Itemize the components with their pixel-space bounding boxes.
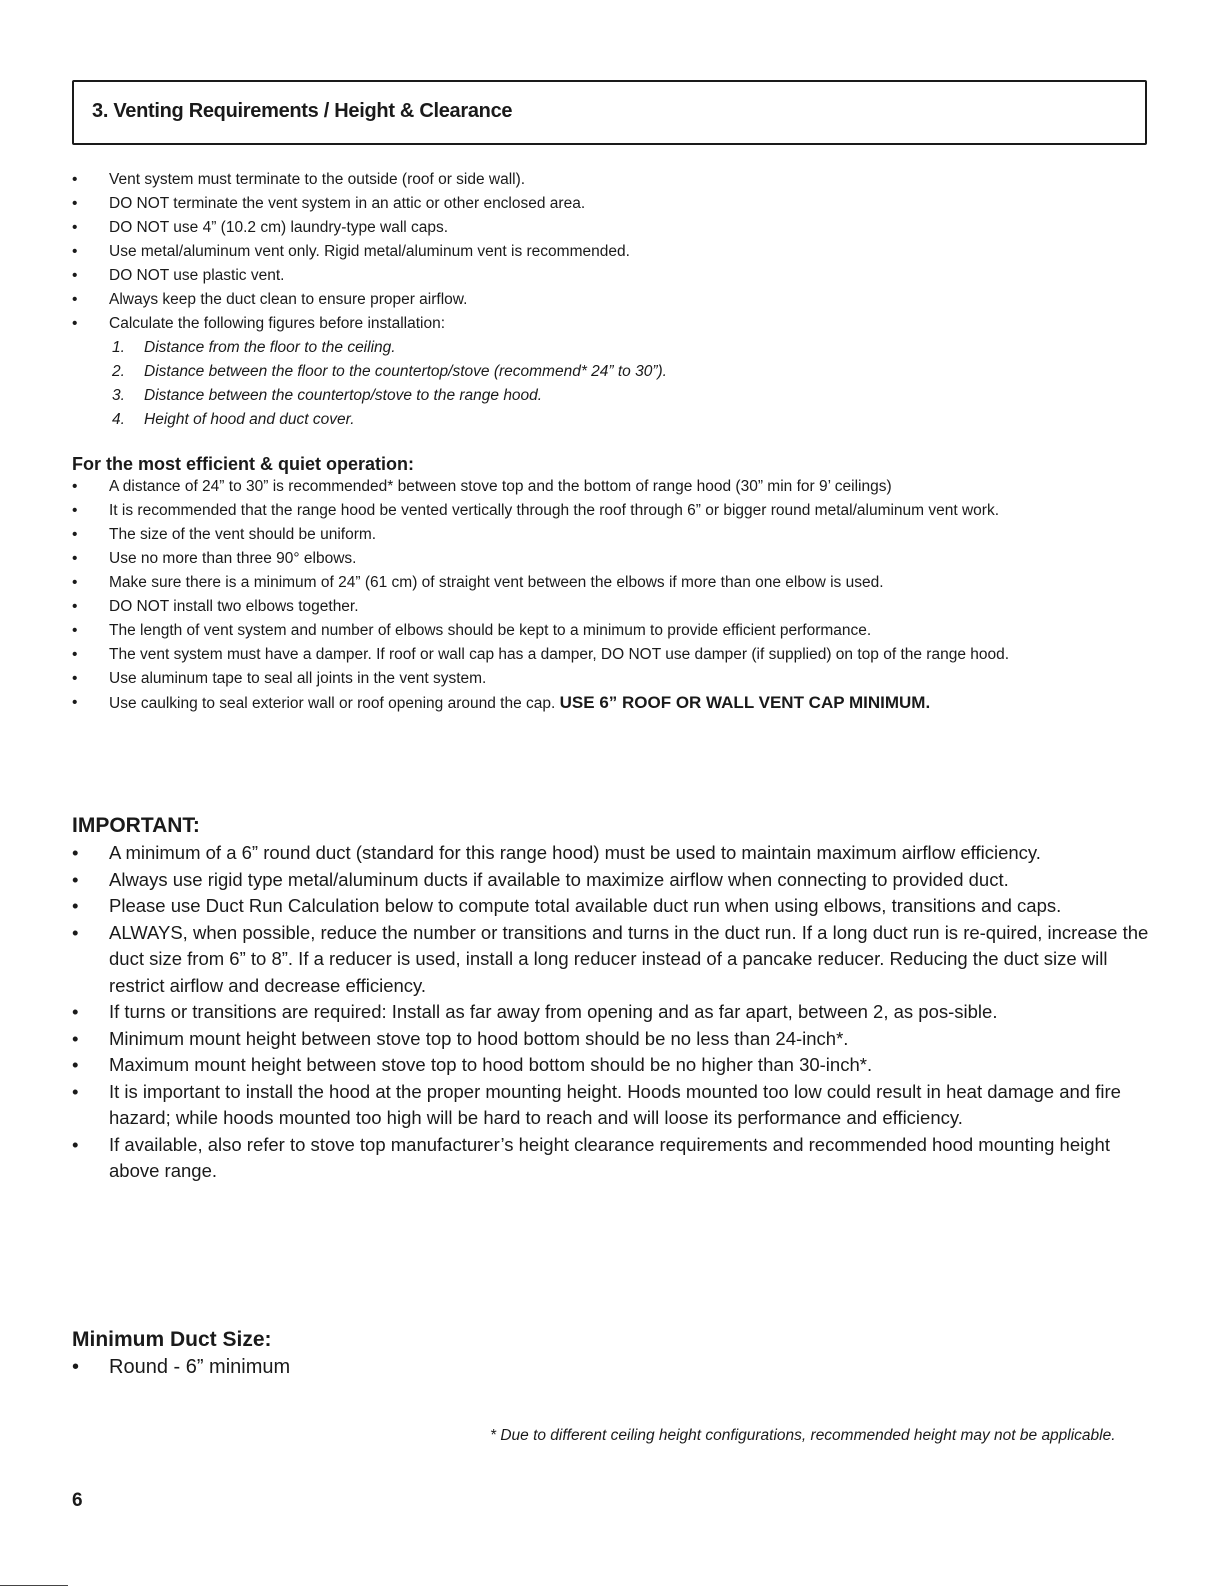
list-item: • Calculate the following figures before installation: [72,312,1152,336]
important-section [72,814,1152,1185]
list-item: • If turns or transitions are required: Install as far away from opening and as far apart, between 2, as pos-sible. [72,999,1152,1026]
list-item: • A minimum of a 6” round duct (standard for this range hood) must be used to maintain maximum airflow efficiency. [72,840,1152,867]
list-item: • It is important to install the hood at the proper mounting height. Hoods mounted too low could result in heat damage and fire hazard; while hoods mounted too high will be hard to reach and will loose its performance and efficiency. [72,1079,1152,1132]
venting-requirements [72,168,1152,432]
list-item: • Make sure there is a minimum of 24” (61 cm) of straight vent between the elbows if more than one elbow is used. [72,571,1152,595]
step-item: 3. Distance between the countertop/stove to the range hood. [112,387,543,404]
corner-divider [0,1585,68,1586]
section-title: 3. Venting Requirements / Height & Clearance [92,100,513,122]
list-item: • If available, also refer to stove top manufacturer’s height clearance requirements and recommended hood mounting height above range. [72,1132,1152,1185]
duct-size-heading: Minimum Duct Size: [72,1328,272,1351]
list-item: • Maximum mount height between stove top to hood bottom should be no higher than 30-inch*. [72,1052,1152,1079]
page-number: 6 [72,1490,83,1511]
duct-size-list [72,1354,1152,1381]
efficient-operation [72,454,1152,716]
list-item: • Please use Duct Run Calculation below to compute total available duct run when using elbows, transitions and caps. [72,893,1152,920]
list-item: • ALWAYS, when possible, reduce the number or transitions and turns in the duct run. If a long duct run is re-quired, increase the duct size from 6” to 8”. If a reducer is used, install a long reducer instead of a pancake reducer. Reducing the duct size will restrict airflow and decrease efficiency. [72,920,1152,1000]
footnote: * Due to different ceiling height configurations, recommended height may not be applicable. [490,1427,1116,1444]
efficient-list [72,475,1152,716]
list-item: • Round - 6” minimum [72,1354,1152,1381]
important-heading: IMPORTANT: [72,814,200,837]
list-item: • Use no more than three 90° elbows. [72,547,1152,571]
list-item: • Always use rigid type metal/aluminum ducts if available to maximize airflow when connecting to provided duct. [72,867,1152,894]
list-item: • It is recommended that the range hood be vented vertically through the roof through 6” or bigger round metal/aluminum vent work. [72,499,1152,523]
step-item: 2. Distance between the floor to the countertop/stove (recommend* 24” to 30”). [112,363,667,380]
important-list [72,840,1152,1185]
step-item: 4. Height of hood and duct cover. [112,411,355,428]
list-item: • Vent system must terminate to the outside (roof or side wall). [72,168,1152,192]
step-item: 1. Distance from the floor to the ceiling. [112,339,396,356]
list-item: • Always keep the duct clean to ensure proper airflow. [72,288,1152,312]
list-item: • A distance of 24” to 30” is recommended* between stove top and the bottom of range hood (30” min for 9’ ceilings) [72,475,1152,499]
vent-cap-warning: USE 6” ROOF OR WALL VENT CAP MINIMUM. [559,693,931,712]
calculation-steps [72,336,1152,432]
efficient-heading: For the most efficient & quiet operation: [72,454,415,474]
list-item: • The size of the vent should be uniform. [72,523,1152,547]
list-item: • Use caulking to seal exterior wall or roof opening around the cap. USE 6” ROOF OR WALL VENT CAP MINIMUM. [72,691,1152,716]
list-item: • Use metal/aluminum vent only. Rigid metal/aluminum vent is recommended. [72,240,1152,264]
list-item: • The length of vent system and number of elbows should be kept to a minimum to provide efficient performance. [72,619,1152,643]
list-item: • The vent system must have a damper. If roof or wall cap has a damper, DO NOT use damper (if supplied) on top of the range hood. [72,643,1152,667]
list-item: • DO NOT terminate the vent system in an attic or other enclosed area. [72,192,1152,216]
list-item: • Use aluminum tape to seal all joints in the vent system. [72,667,1152,691]
section-header-box [72,80,1147,145]
duct-size-section [72,1328,1152,1381]
list-item: • DO NOT use plastic vent. [72,264,1152,288]
list-item: • Minimum mount height between stove top to hood bottom should be no less than 24-inch*. [72,1026,1152,1053]
requirements-list [72,168,1152,336]
list-item: • DO NOT use 4” (10.2 cm) laundry-type wall caps. [72,216,1152,240]
list-item: • DO NOT install two elbows together. [72,595,1152,619]
